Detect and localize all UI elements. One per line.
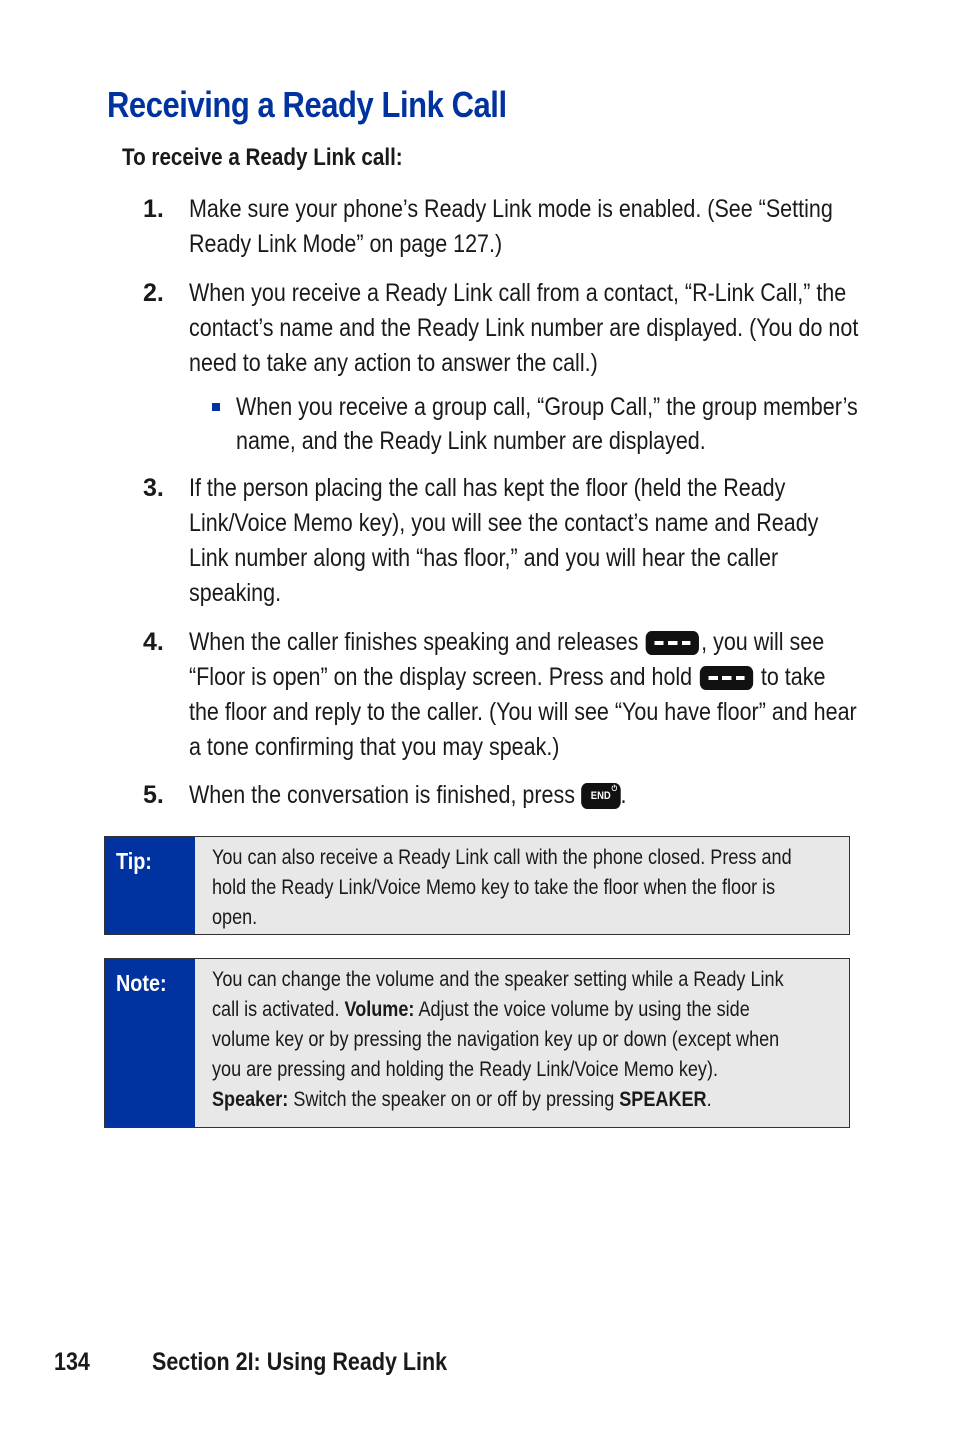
step-text: When the conversation is finished, press	[189, 781, 576, 809]
step-number: 1.	[143, 195, 164, 223]
step-text: need to take any action to answer the call.)	[189, 349, 598, 377]
step-text: Make sure your phone’s Ready Link mode is enabled. (See “Setting	[189, 195, 833, 223]
page-number: 134	[54, 1348, 90, 1376]
end-key-icon: END ⏻	[581, 783, 621, 809]
step-text: When the caller finishes speaking and releases	[189, 628, 639, 656]
step-text: the floor and reply to the caller. (You will see “You have floor” and hear	[189, 698, 857, 726]
step-text: Link/Voice Memo key), you will see the contact’s name and Ready	[189, 509, 819, 537]
step-number: 3.	[143, 474, 164, 502]
step-text: contact’s name and the Ready Link number are displayed. (You do not	[189, 314, 859, 342]
section-title: Section 2I: Using Ready Link	[152, 1348, 448, 1376]
tip-content: You can also receive a Ready Link call with the phone closed. Press and hold the Ready Link/Voice Memo key to take the floor when the floor is open.	[212, 846, 792, 929]
procedure-heading: To receive a Ready Link call:	[122, 144, 403, 171]
step-text: , you will see	[701, 628, 825, 656]
step-text: When you receive a Ready Link call from a contact, “R-Link Call,” the	[189, 279, 847, 307]
step-number: 2.	[143, 279, 164, 307]
step-number: 4.	[143, 628, 164, 656]
step-text: Ready Link Mode” on page 127.)	[189, 230, 503, 258]
ready-link-key-icon	[700, 666, 753, 690]
step-text: to take	[760, 663, 826, 691]
step-text: .	[620, 781, 627, 809]
tip-box	[104, 836, 850, 935]
step-number: 5.	[143, 781, 164, 809]
bullet-text: When you receive a group call, “Group Call,” the group member’s	[236, 393, 858, 421]
tip-label: Tip:	[105, 837, 195, 934]
note-box	[104, 958, 850, 1128]
bullet-text: name, and the Ready Link number are displayed.	[236, 427, 706, 455]
bullet-square-icon	[212, 403, 220, 411]
step-text: Link number along with “has floor,” and you will hear the caller	[189, 544, 779, 572]
step-text: a tone confirming that you may speak.)	[189, 733, 560, 761]
ready-link-key-icon	[646, 631, 699, 655]
page-title: Receiving a Ready Link Call	[107, 84, 507, 125]
note-content: You can change the volume and the speaker setting while a Ready Link call is activated. Volume: Adjust the voice volume by using the side volume key or by pressing the navigation key up or down (except when you are pressing and holding the Ready Link/Voice Memo key). Speaker: Switch the speaker on or off by pressing SPEAKER.	[212, 968, 784, 1111]
note-label: Note:	[105, 959, 195, 1127]
step-text: speaking.	[189, 579, 282, 607]
step-text: If the person placing the call has kept the floor (held the Ready	[189, 474, 786, 502]
step-text: “Floor is open” on the display screen. Press and hold	[189, 663, 693, 691]
